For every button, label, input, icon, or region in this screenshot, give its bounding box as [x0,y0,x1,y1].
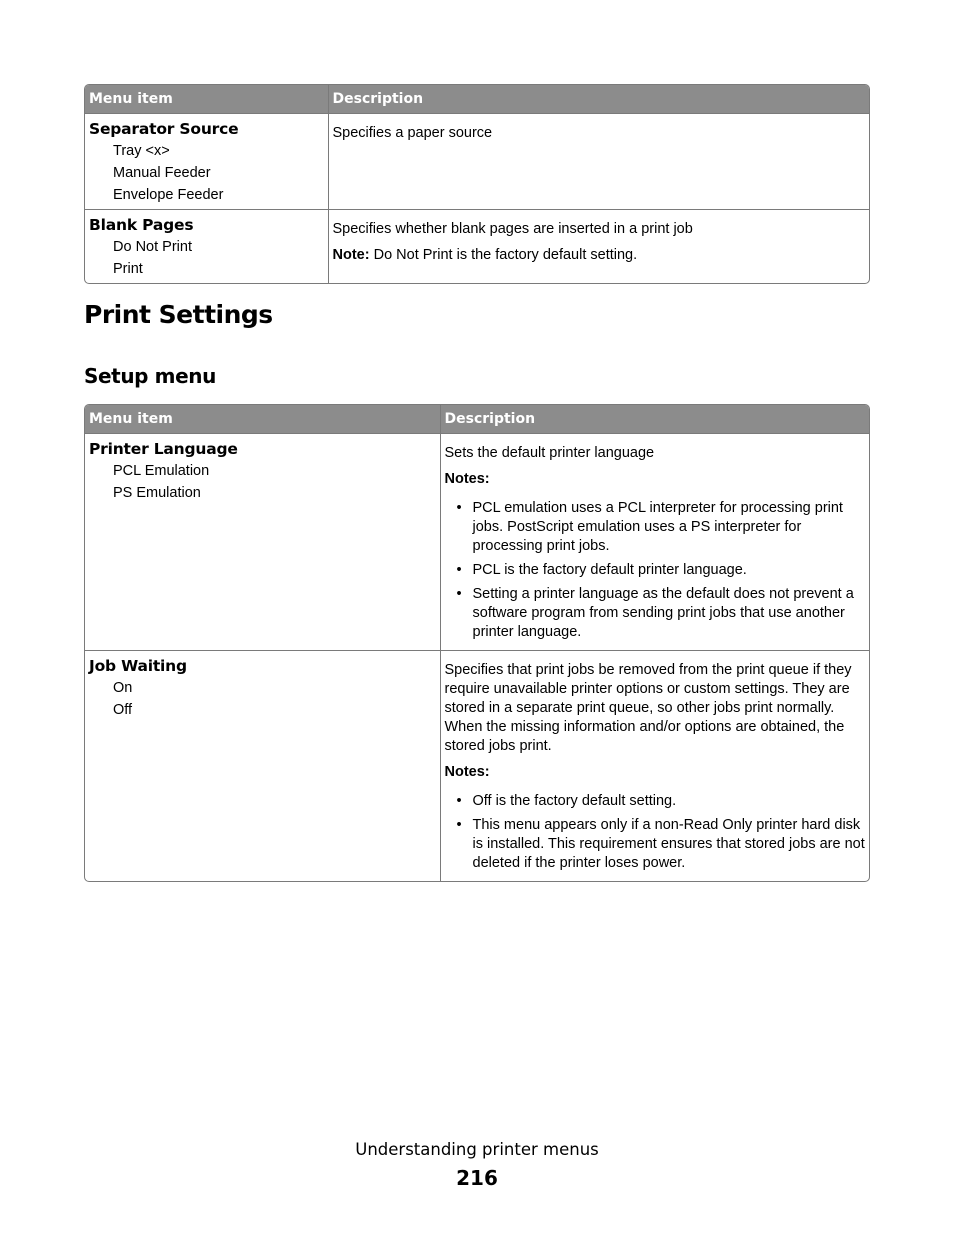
description-text: Sets the default printer language [444,444,655,461]
list-item [445,561,866,580]
note-label: Note: [332,246,370,263]
bullet-text: Setting a printer language as the default does not prevent a software program from sending print jobs that use another printer language. [472,585,854,640]
notes-list [445,499,866,642]
notes-label: Notes: [444,470,490,487]
menu-item-title: Separator Source [89,119,239,138]
note-text: Do Not Print is the factory default setting. [373,246,638,263]
table-header-row [85,405,869,433]
menu-item-cell [85,113,328,209]
list-item [445,792,866,811]
description-cell [440,650,869,881]
note-paragraph [333,246,866,265]
menu-item-title: Printer Language [89,439,238,458]
menu-option: Envelope Feeder [113,186,224,203]
description-text: Specifies whether blank pages are inserted in a print job [332,220,693,237]
menu-option: Do Not Print [113,238,192,255]
menu-option: On [113,679,133,696]
notes-label: Notes: [444,763,490,780]
description-cell [328,209,869,283]
menu-option: Tray <x> [113,142,170,159]
table-row [85,650,869,881]
bullet-text: This menu appears only if a non-Read Only printer hard disk is installed. This requirement ensures that stored jobs are not deleted if the printer loses power. [472,816,865,871]
description-header: Description [440,405,869,433]
description-text: Specifies a paper source [332,124,493,141]
list-item [445,585,866,642]
notes-list [445,792,866,873]
table-row [85,433,869,650]
bullet-icon: • [456,585,462,602]
bullet-text: PCL is the factory default printer language. [472,561,747,578]
menu-item-header: Menu item [85,85,328,113]
subsection-title: Setup menu [84,364,216,388]
menu-item-cell [85,209,328,283]
description-cell [440,433,869,650]
description-header: Description [328,85,869,113]
description-cell [328,113,869,209]
list-item [445,816,866,873]
footer-chapter-title: Understanding printer menus [355,1140,599,1159]
menu-item-cell [85,650,440,881]
menu-table-top [84,84,870,284]
menu-option: Manual Feeder [113,164,211,181]
menu-option: Print [113,260,143,277]
menu-option: PS Emulation [113,484,201,501]
table-row [85,113,869,209]
menu-option: Off [113,701,133,718]
bullet-text: Off is the factory default setting. [472,792,677,809]
menu-option: PCL Emulation [113,462,210,479]
menu-item-title: Job Waiting [89,656,187,675]
page-number: 216 [456,1166,498,1190]
list-item [445,499,866,556]
bullet-icon: • [456,561,462,578]
menu-item-header: Menu item [85,405,440,433]
bullet-icon: • [456,816,462,833]
bullet-icon: • [456,792,462,809]
setup-menu-table [84,404,870,882]
menu-item-cell [85,433,440,650]
table-header-row [85,85,869,113]
table-row [85,209,869,283]
menu-item-title: Blank Pages [89,215,194,234]
bullet-icon: • [456,499,462,516]
section-title: Print Settings [84,300,273,329]
bullet-text: PCL emulation uses a PCL interpreter for processing print jobs. PostScript emulation uses a PS interpreter for processing print jobs. [472,499,843,554]
description-text: Specifies that print jobs be removed from the print queue if they require unavailable printer options or custom settings. They are stored in a separate print queue, so other jobs print normally. When the missing information and/or options are obtained, the stored jobs print. [444,661,852,754]
